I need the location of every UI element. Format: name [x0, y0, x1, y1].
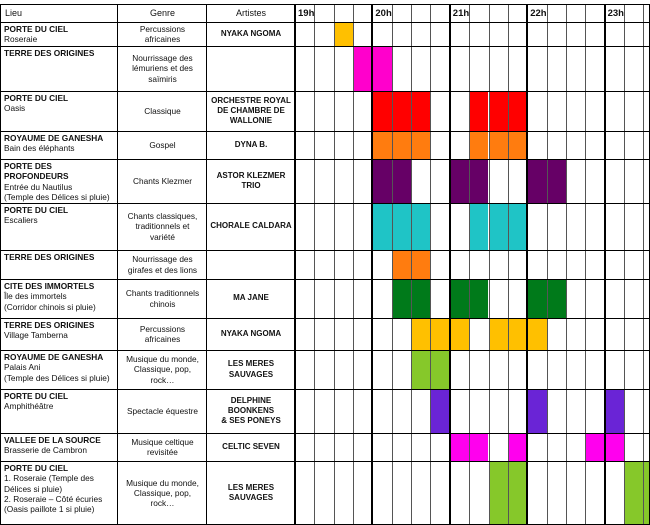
venue-location: Palais Ani: [4, 362, 41, 373]
performance-slot: [353, 46, 372, 91]
genre-text: Classique: [144, 105, 181, 116]
performance-slot: [469, 91, 488, 131]
grid-vline: [624, 4, 625, 525]
performance-slot: [450, 433, 469, 461]
genre-cell: [118, 350, 207, 389]
genre-cell: [118, 461, 207, 525]
performance-slot: [469, 159, 488, 203]
venue-name: PORTE DU CIEL: [4, 24, 69, 34]
venue-cell: [1, 131, 118, 159]
grid-vline: [314, 4, 315, 525]
genre-text: traditionnels et: [135, 221, 190, 232]
grid-vline: [371, 4, 373, 525]
venue-cell: [1, 433, 118, 461]
venue-cell: [1, 46, 118, 91]
venue-name: TERRE DES ORIGINES: [4, 252, 95, 262]
grid-hline: [0, 4, 650, 5]
grid-vline: [392, 4, 393, 525]
artist-cell: [207, 350, 295, 389]
grid-vline: [117, 4, 118, 525]
column-header-venue: Lieu: [5, 8, 23, 18]
performance-slot: [508, 318, 527, 350]
performance-slot: [392, 91, 411, 131]
performance-slot: [527, 159, 546, 203]
venue-location: Entrée du Nautilus: [4, 181, 73, 192]
genre-text: africaines: [144, 334, 181, 344]
performance-slot: [624, 461, 643, 525]
grid-vline: [0, 4, 1, 525]
genre-text: saïmiris: [148, 73, 177, 84]
grid-vline: [430, 4, 431, 525]
genre-text: Musique celtique: [131, 436, 194, 447]
genre-text: rock…: [150, 498, 175, 509]
artist-cell: [207, 22, 295, 46]
genre-text: Gospel: [149, 139, 176, 150]
grid-hline: [0, 46, 650, 47]
performance-slot: [372, 159, 391, 203]
genre-text: girafes et des lions: [127, 264, 198, 275]
performance-slot: [411, 350, 430, 389]
venue-name: PORTE DU CIEL: [4, 93, 69, 103]
artist-cell: [207, 433, 295, 461]
performance-slot: [469, 203, 488, 250]
venue-location: Roseraie: [4, 34, 38, 45]
column-header-artists: Artistes: [236, 8, 267, 18]
genre-text: rock…: [150, 374, 175, 385]
artist-cell: [207, 318, 295, 350]
venue-location: (Temple des Délices si pluie): [4, 372, 110, 383]
grid-vline: [206, 4, 207, 525]
venue-location: 2. Roseraie – Côté écuries: [4, 493, 103, 504]
venue-name: ROYAUME DE GANESHA: [4, 352, 104, 362]
artist-name: SAUVAGES: [228, 369, 274, 379]
performance-slot: [411, 131, 430, 159]
artist-name: LES MERES: [227, 482, 275, 492]
performance-slot: [547, 159, 566, 203]
genre-text: Chants classiques,: [127, 211, 198, 222]
venue-name: PORTE DU CIEL: [4, 205, 69, 215]
performance-slot: [489, 461, 508, 525]
grid-hline: [0, 131, 650, 132]
venue-cell: [1, 91, 118, 131]
venue-cell: [1, 389, 118, 433]
artist-cell: [207, 461, 295, 525]
venue-location: Délices si pluie): [4, 483, 63, 494]
artist-cell: [207, 203, 295, 250]
genre-text: Nourrissage des: [132, 53, 193, 64]
grid-vline: [489, 4, 490, 525]
performance-slot: [469, 279, 488, 318]
artist-name: DYNA B.: [234, 139, 268, 149]
performance-slot: [508, 461, 527, 525]
performance-slot: [411, 318, 430, 350]
venue-name: VALLEE DE LA SOURCE: [4, 435, 101, 445]
grid-vline: [604, 4, 606, 525]
grid-vline: [585, 4, 586, 525]
artist-cell: [207, 159, 295, 203]
venue-cell: [1, 250, 118, 279]
hour-label: 19h: [298, 8, 315, 19]
performance-slot: [508, 203, 527, 250]
grid-hline: [0, 350, 650, 351]
performance-slot: [392, 203, 411, 250]
performance-slot: [334, 22, 353, 46]
performance-slot: [392, 279, 411, 318]
grid-vline: [294, 4, 296, 525]
genre-text: Chants traditionnels: [125, 288, 200, 299]
genre-text: Spectacle équestre: [126, 405, 199, 416]
genre-text: africaines: [144, 34, 181, 44]
artist-name: TRIO: [241, 181, 261, 190]
venue-cell: [1, 159, 118, 203]
genre-cell: [118, 318, 207, 350]
performance-slot: [527, 389, 546, 433]
venue-name: CITE DES IMMORTELS: [4, 281, 95, 291]
artist-name: NYAKA NGOMA: [220, 28, 282, 38]
genre-text: Nourrissage des: [132, 254, 193, 265]
genre-text: Percussions: [139, 323, 186, 334]
venue-name: TERRE DES ORIGINES: [4, 320, 95, 330]
artist-name: ORCHESTRE ROYAL: [211, 95, 291, 105]
venue-location: (Oasis paillote 1 si pluie): [4, 504, 95, 515]
venue-location: 1. Roseraie (Temple des: [4, 473, 94, 484]
artist-cell: [207, 131, 295, 159]
artist-name: WALLONIE: [229, 116, 273, 126]
venue-cell: [1, 350, 118, 389]
genre-cell: [118, 22, 207, 46]
venue-location: Village Tamberna: [4, 330, 68, 341]
performance-slot: [605, 433, 624, 461]
performance-slot: [450, 159, 469, 203]
hour-label: 21h: [452, 8, 470, 19]
venue-location: Brasserie de Cambron: [4, 445, 88, 456]
grid-vline: [643, 4, 644, 525]
venue-cell: [1, 318, 118, 350]
performance-slot: [605, 389, 624, 433]
performance-slot: [372, 203, 391, 250]
performance-slot: [372, 131, 391, 159]
performance-slot: [411, 250, 430, 279]
performance-slot: [469, 131, 488, 159]
performance-slot: [392, 131, 411, 159]
grid-hline: [0, 279, 650, 280]
genre-cell: [118, 279, 207, 318]
hour-label: 23h: [607, 8, 624, 19]
performance-slot: [392, 250, 411, 279]
artist-name: LES MERES: [227, 359, 275, 369]
hour-label: 20h: [375, 8, 392, 19]
performance-slot: [585, 433, 604, 461]
grid-hline: [0, 433, 650, 434]
performance-slot: [411, 203, 430, 250]
genre-text: Percussions: [139, 23, 186, 34]
grid-vline: [353, 4, 354, 525]
venue-name: PORTE DU CIEL: [4, 391, 69, 401]
venue-location: Escaliers: [4, 215, 38, 226]
grid-vline: [526, 4, 528, 525]
genre-cell: [118, 203, 207, 250]
artist-name: MA JANE: [233, 293, 269, 303]
venue-name: PORTE DES PROFONDEURS: [4, 161, 69, 182]
genre-text: revisitée: [147, 447, 178, 457]
performance-slot: [527, 318, 546, 350]
artist-name: DE CHAMBRE DE: [217, 105, 285, 115]
artist-cell: [207, 91, 295, 131]
artist-name: NYAKA NGOMA: [220, 328, 282, 338]
performance-slot: [547, 279, 566, 318]
performance-slot: [450, 318, 469, 350]
grid-hline: [0, 250, 650, 251]
genre-text: Musique du monde,: [126, 477, 199, 488]
performance-slot: [411, 279, 430, 318]
genre-text: Musique du monde,: [126, 354, 199, 365]
genre-text: chinois: [149, 298, 176, 309]
performance-slot: [508, 91, 527, 131]
genre-cell: [118, 46, 207, 91]
venue-location: Île des immortels: [4, 291, 67, 302]
genre-cell: [118, 159, 207, 203]
grid-hline: [0, 389, 650, 390]
performance-slot: [489, 203, 508, 250]
venue-cell: [1, 461, 118, 525]
performance-slot: [489, 131, 508, 159]
venue-name: TERRE DES ORIGINES: [4, 48, 95, 58]
performance-slot: [372, 91, 391, 131]
grid-vline: [469, 4, 470, 525]
performance-slot: [527, 279, 546, 318]
performance-slot: [392, 159, 411, 203]
venue-location: Bain des éléphants: [4, 143, 75, 154]
grid-vline: [547, 4, 548, 525]
artist-cell: [207, 389, 295, 433]
performance-slot: [450, 279, 469, 318]
genre-text: variété: [150, 231, 175, 242]
venue-cell: [1, 203, 118, 250]
performance-slot: [489, 318, 508, 350]
grid-vline: [449, 4, 451, 525]
venue-location: (Temple des Délices si pluie): [4, 191, 110, 202]
venue-location: (Corridor chinois si pluie): [4, 301, 96, 312]
column-header-genre: Genre: [150, 8, 176, 18]
genre-text: lémuriens et des: [132, 63, 193, 74]
artist-name: DELPHINE: [230, 395, 272, 405]
grid-hline: [0, 318, 650, 319]
grid-hline: [0, 91, 650, 92]
performance-slot: [430, 318, 449, 350]
grid-vline: [508, 4, 509, 525]
venue-location: Amphithéâtre: [4, 401, 54, 412]
genre-cell: [118, 250, 207, 279]
performance-slot: [430, 350, 449, 389]
performance-slot: [469, 433, 488, 461]
artist-cell: [207, 46, 295, 91]
hour-label: 22h: [530, 8, 547, 19]
venue-name: PORTE DU CIEL: [4, 463, 69, 473]
performance-slot: [508, 433, 527, 461]
genre-cell: [118, 389, 207, 433]
venue-cell: [1, 279, 118, 318]
genre-text: Chants Klezmer: [132, 175, 193, 186]
genre-cell: [118, 433, 207, 461]
performance-slot: [372, 46, 391, 91]
artist-cell: [207, 279, 295, 318]
artist-name: CHORALE CALDARA: [210, 221, 292, 231]
genre-cell: [118, 91, 207, 131]
venue-location: Oasis: [4, 103, 26, 114]
artist-name: CELTIC SEVEN: [222, 441, 280, 451]
artist-name: ASTOR KLEZMER: [216, 170, 286, 180]
grid-hline: [0, 159, 650, 160]
grid-vline: [411, 4, 412, 525]
performance-slot: [508, 131, 527, 159]
venue-name: ROYAUME DE GANESHA: [4, 133, 104, 143]
artist-name: BOONKENS: [227, 405, 275, 415]
grid-hline: [0, 203, 650, 204]
grid-vline: [334, 4, 335, 525]
grid-hline: [0, 461, 650, 462]
grid-vline: [566, 4, 567, 525]
performance-slot: [430, 389, 449, 433]
genre-cell: [118, 131, 207, 159]
genre-text: Classique, pop,: [133, 364, 192, 375]
genre-text: Classique, pop,: [133, 487, 192, 498]
artist-name: & SES PONEYS: [221, 416, 281, 426]
performance-slot: [411, 91, 430, 131]
artist-cell: [207, 250, 295, 279]
performance-slot: [489, 91, 508, 131]
venue-cell: [1, 22, 118, 46]
artist-name: SAUVAGES: [228, 493, 274, 502]
grid-hline: [0, 22, 650, 23]
